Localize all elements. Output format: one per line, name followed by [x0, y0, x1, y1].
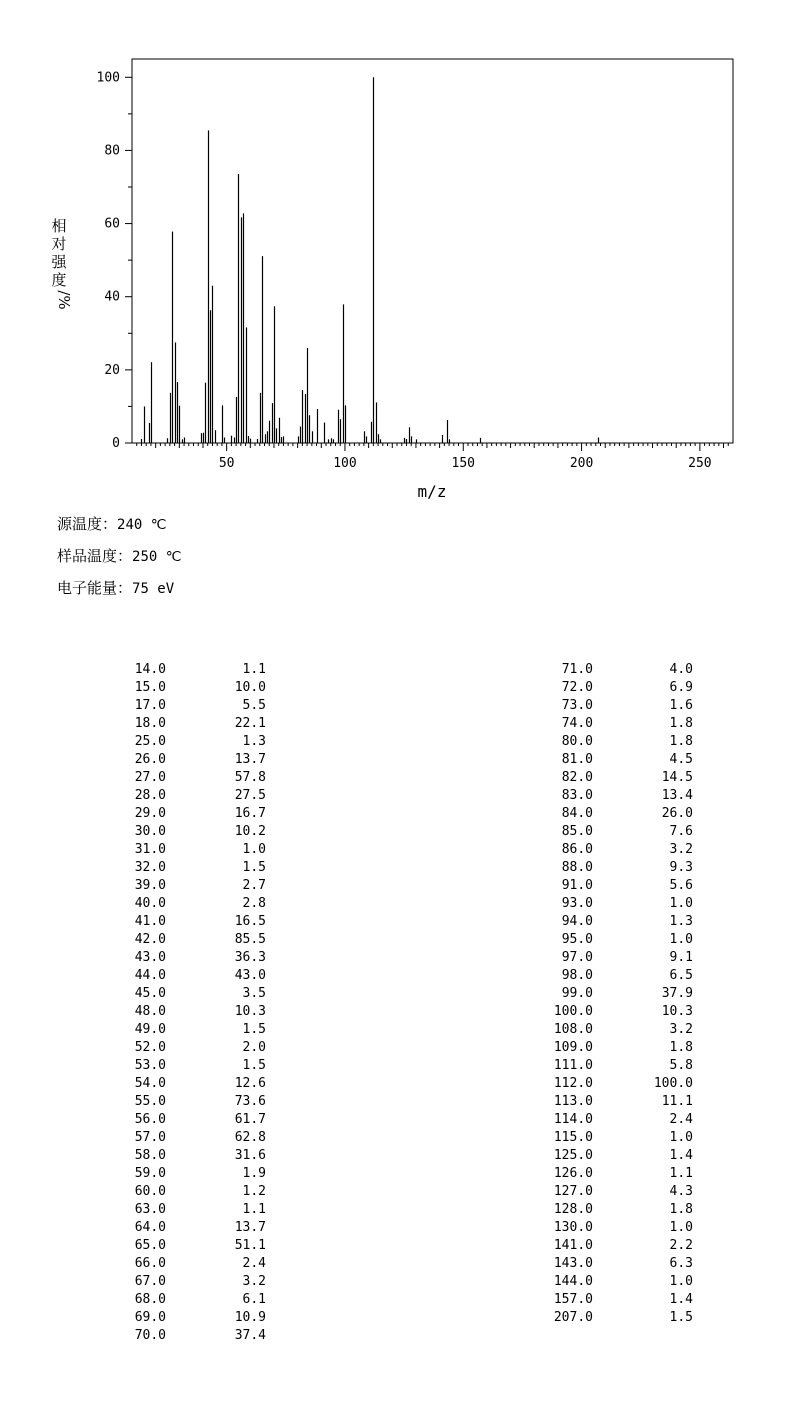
mz-value: 41.0: [134, 914, 166, 929]
mz-value: 143.0: [553, 1256, 593, 1271]
y-tick-label: 0: [112, 436, 120, 451]
mz-value: 74.0: [561, 716, 593, 731]
mz-value: 65.0: [134, 1238, 166, 1253]
table-row: [126, 1093, 266, 1111]
source-temperature: [57, 513, 166, 534]
table-row: [126, 661, 266, 679]
table-row: [553, 1165, 693, 1183]
table-row: [126, 787, 266, 805]
mz-value: 42.0: [134, 932, 166, 947]
mz-value: 71.0: [561, 662, 593, 677]
y-tick-label: 40: [104, 289, 120, 305]
mz-value: 40.0: [134, 896, 166, 911]
mz-value: 130.0: [553, 1220, 593, 1235]
mz-value: 127.0: [553, 1184, 593, 1199]
electron-energy-label: 电子能量：: [57, 579, 133, 597]
mz-value: 128.0: [553, 1202, 593, 1217]
source-temperature-value: 240 ℃: [117, 517, 167, 533]
mz-value: 63.0: [134, 1202, 166, 1217]
intensity-value: 2.4: [242, 1256, 266, 1271]
intensity-value: 1.8: [669, 1040, 693, 1055]
mz-value: 29.0: [134, 806, 166, 821]
intensity-value: 1.0: [669, 1220, 693, 1235]
table-row: [553, 949, 693, 967]
mz-value: 207.0: [553, 1310, 593, 1325]
table-row: [126, 1003, 266, 1021]
table-row: [126, 697, 266, 715]
intensity-value: 22.1: [234, 716, 266, 731]
table-row: [553, 1093, 693, 1111]
intensity-value: 2.4: [669, 1112, 693, 1127]
y-axis-label-char: 度: [51, 271, 67, 289]
table-row: [553, 733, 693, 751]
intensity-value: 61.7: [234, 1112, 266, 1127]
y-axis-label-char: 强: [51, 253, 67, 271]
table-row: [126, 1327, 266, 1345]
x-tick-label: 150: [451, 456, 476, 471]
mz-value: 54.0: [134, 1076, 166, 1091]
intensity-value: 1.3: [669, 914, 693, 929]
x-tick-label: 50: [218, 456, 235, 471]
sample-temperature-label: 样品温度：: [57, 547, 133, 565]
electron-energy: [57, 577, 174, 598]
mz-value: 28.0: [134, 788, 166, 803]
mz-value: 73.0: [561, 698, 593, 713]
x-tick-label: 250: [688, 456, 712, 471]
table-row: [553, 679, 693, 697]
intensity-value: 10.0: [234, 680, 266, 695]
table-row: [553, 751, 693, 769]
intensity-value: 43.0: [234, 968, 266, 983]
intensity-value: 5.6: [669, 878, 693, 893]
intensity-value: 2.7: [242, 878, 266, 893]
mz-value: 94.0: [561, 914, 593, 929]
intensity-value: 3.2: [669, 842, 693, 857]
intensity-value: 1.5: [242, 1058, 266, 1073]
intensity-value: 1.0: [242, 842, 266, 857]
intensity-value: 6.9: [669, 680, 693, 695]
mz-value: 108.0: [553, 1022, 593, 1037]
intensity-value: 1.0: [669, 932, 693, 947]
mz-value: 98.0: [561, 968, 593, 983]
sample-temperature: [57, 545, 181, 566]
intensity-value: 10.2: [234, 824, 266, 839]
intensity-value: 1.5: [242, 860, 266, 875]
table-row: [553, 1147, 693, 1165]
mz-value: 84.0: [561, 806, 593, 821]
mz-value: 25.0: [134, 734, 166, 749]
mz-value: 95.0: [561, 932, 593, 947]
intensity-value: 85.5: [234, 932, 266, 947]
mz-value: 57.0: [134, 1130, 166, 1145]
table-row: [126, 859, 266, 877]
intensity-value: 4.5: [669, 752, 693, 767]
mz-value: 56.0: [134, 1112, 166, 1127]
table-row: [126, 1183, 266, 1201]
intensity-value: 1.5: [669, 1310, 693, 1325]
table-row: [553, 787, 693, 805]
intensity-value: 1.0: [669, 1274, 693, 1289]
mz-value: 58.0: [134, 1148, 166, 1163]
mz-value: 66.0: [134, 1256, 166, 1271]
intensity-value: 10.9: [234, 1310, 266, 1325]
mz-value: 99.0: [561, 986, 593, 1001]
intensity-value: 1.1: [242, 662, 266, 677]
y-tick-label: 60: [104, 216, 120, 232]
mz-value: 14.0: [134, 662, 166, 677]
table-row: [126, 715, 266, 733]
table-row: [553, 967, 693, 985]
intensity-value: 4.3: [669, 1184, 693, 1199]
table-row: [126, 1147, 266, 1165]
intensity-value: 1.4: [669, 1292, 693, 1307]
intensity-value: 9.1: [669, 950, 693, 965]
x-axis: [137, 443, 729, 471]
table-row: [553, 769, 693, 787]
mz-value: 67.0: [134, 1274, 166, 1289]
mz-value: 88.0: [561, 860, 593, 875]
peak-table-right: [553, 661, 693, 1327]
intensity-value: 3.2: [669, 1022, 693, 1037]
table-row: [126, 1039, 266, 1057]
spectrum-peaks: [142, 77, 599, 443]
intensity-value: 5.8: [669, 1058, 693, 1073]
mz-value: 44.0: [134, 968, 166, 983]
mz-value: 55.0: [134, 1094, 166, 1109]
intensity-value: 73.6: [234, 1094, 266, 1109]
table-row: [126, 913, 266, 931]
table-row: [553, 1021, 693, 1039]
mz-value: 15.0: [134, 680, 166, 695]
mz-value: 81.0: [561, 752, 593, 767]
intensity-value: 3.5: [242, 986, 266, 1001]
intensity-value: 16.5: [234, 914, 266, 929]
y-axis: [97, 70, 132, 451]
table-row: [126, 967, 266, 985]
mz-value: 31.0: [134, 842, 166, 857]
intensity-value: 57.8: [234, 770, 266, 785]
intensity-value: 26.0: [661, 806, 693, 821]
intensity-value: 1.2: [242, 1184, 266, 1199]
mz-value: 109.0: [553, 1040, 593, 1055]
mz-value: 72.0: [561, 680, 593, 695]
intensity-value: 1.4: [669, 1148, 693, 1163]
table-row: [553, 931, 693, 949]
mz-value: 111.0: [553, 1058, 593, 1073]
mz-value: 70.0: [134, 1328, 166, 1343]
mz-value: 18.0: [134, 716, 166, 731]
table-row: [126, 751, 266, 769]
table-row: [553, 823, 693, 841]
table-row: [126, 1255, 266, 1273]
table-row: [126, 805, 266, 823]
mz-value: 68.0: [134, 1292, 166, 1307]
plot-frame: [132, 59, 733, 443]
intensity-value: 10.3: [661, 1004, 693, 1019]
intensity-value: 51.1: [234, 1238, 266, 1253]
mz-value: 83.0: [561, 788, 593, 803]
mz-value: 157.0: [553, 1292, 593, 1307]
intensity-value: 10.3: [234, 1004, 266, 1019]
intensity-value: 6.1: [242, 1292, 266, 1307]
intensity-value: 31.6: [234, 1148, 266, 1163]
table-row: [553, 715, 693, 733]
intensity-value: 14.5: [661, 770, 693, 785]
mz-value: 82.0: [561, 770, 593, 785]
mz-value: 39.0: [134, 878, 166, 893]
table-row: [553, 1183, 693, 1201]
intensity-value: 62.8: [234, 1130, 266, 1145]
intensity-value: 12.6: [234, 1076, 266, 1091]
y-axis-label: [51, 217, 73, 310]
x-tick-label: 100: [333, 456, 357, 471]
intensity-value: 6.3: [669, 1256, 693, 1271]
table-row: [553, 1237, 693, 1255]
mz-value: 141.0: [553, 1238, 593, 1253]
table-row: [126, 823, 266, 841]
intensity-value: 6.5: [669, 968, 693, 983]
table-row: [126, 1021, 266, 1039]
table-row: [126, 1219, 266, 1237]
table-row: [553, 661, 693, 679]
mz-value: 60.0: [134, 1184, 166, 1199]
y-axis-label-char: 对: [51, 235, 67, 253]
table-row: [553, 1003, 693, 1021]
mz-value: 144.0: [553, 1274, 593, 1289]
mz-value: 69.0: [134, 1310, 166, 1325]
mz-value: 52.0: [134, 1040, 166, 1055]
intensity-value: 13.4: [661, 788, 693, 803]
table-row: [553, 1309, 693, 1327]
intensity-value: 1.0: [669, 896, 693, 911]
intensity-value: 37.4: [234, 1328, 266, 1343]
mz-value: 43.0: [134, 950, 166, 965]
intensity-value: 1.0: [669, 1130, 693, 1145]
mz-value: 48.0: [134, 1004, 166, 1019]
table-row: [553, 1219, 693, 1237]
mz-value: 80.0: [561, 734, 593, 749]
y-tick-label: 100: [96, 70, 120, 86]
table-row: [553, 1039, 693, 1057]
intensity-value: 27.5: [234, 788, 266, 803]
mz-value: 100.0: [553, 1004, 593, 1019]
table-row: [126, 841, 266, 859]
mz-value: 114.0: [553, 1112, 593, 1127]
table-row: [553, 1057, 693, 1075]
intensity-value: 1.8: [669, 716, 693, 731]
mz-value: 45.0: [134, 986, 166, 1001]
table-row: [553, 895, 693, 913]
intensity-value: 9.3: [669, 860, 693, 875]
table-row: [126, 1165, 266, 1183]
mz-value: 59.0: [134, 1166, 166, 1181]
intensity-value: 1.1: [242, 1202, 266, 1217]
y-axis-label-unit: /%: [55, 290, 73, 310]
intensity-value: 4.0: [669, 662, 693, 677]
mz-value: 27.0: [134, 770, 166, 785]
table-row: [126, 1129, 266, 1147]
table-row: [553, 877, 693, 895]
intensity-value: 37.9: [661, 986, 693, 1001]
table-row: [126, 1309, 266, 1327]
mz-value: 53.0: [134, 1058, 166, 1073]
table-row: [553, 1201, 693, 1219]
table-row: [126, 985, 266, 1003]
mz-value: 49.0: [134, 1022, 166, 1037]
intensity-value: 3.2: [242, 1274, 266, 1289]
intensity-value: 13.7: [234, 752, 266, 767]
table-row: [553, 805, 693, 823]
mass-spectrum-chart: [0, 0, 794, 510]
table-row: [126, 1273, 266, 1291]
mz-value: 125.0: [553, 1148, 593, 1163]
table-row: [126, 733, 266, 751]
table-row: [126, 1291, 266, 1309]
intensity-value: 1.9: [242, 1166, 266, 1181]
y-axis-label-char: 相: [51, 217, 67, 235]
table-row: [553, 697, 693, 715]
table-row: [126, 931, 266, 949]
sample-temperature-value: 250 ℃: [132, 549, 182, 565]
mz-value: 91.0: [561, 878, 593, 893]
intensity-value: 1.8: [669, 734, 693, 749]
table-row: [126, 1111, 266, 1129]
source-temperature-label: 源温度：: [57, 515, 118, 533]
intensity-value: 1.6: [669, 698, 693, 713]
table-row: [126, 1237, 266, 1255]
table-row: [126, 877, 266, 895]
electron-energy-value: 75 eV: [132, 581, 175, 597]
table-row: [553, 841, 693, 859]
mz-value: 97.0: [561, 950, 593, 965]
table-row: [126, 1075, 266, 1093]
intensity-value: 1.8: [669, 1202, 693, 1217]
intensity-value: 13.7: [234, 1220, 266, 1235]
intensity-value: 2.0: [242, 1040, 266, 1055]
y-tick-label: 20: [104, 362, 120, 378]
mz-value: 86.0: [561, 842, 593, 857]
mz-value: 93.0: [561, 896, 593, 911]
table-row: [553, 1273, 693, 1291]
mz-value: 32.0: [134, 860, 166, 875]
intensity-value: 36.3: [234, 950, 266, 965]
intensity-value: 1.5: [242, 1022, 266, 1037]
table-row: [553, 1255, 693, 1273]
mz-value: 64.0: [134, 1220, 166, 1235]
peak-table-left: [126, 661, 266, 1345]
intensity-value: 11.1: [661, 1094, 693, 1109]
mz-value: 112.0: [553, 1076, 593, 1091]
table-row: [553, 985, 693, 1003]
table-row: [126, 895, 266, 913]
table-row: [126, 1201, 266, 1219]
mz-value: 115.0: [553, 1130, 593, 1145]
mz-value: 30.0: [134, 824, 166, 839]
table-row: [553, 1075, 693, 1093]
intensity-value: 2.2: [669, 1238, 693, 1253]
table-row: [553, 859, 693, 877]
table-row: [553, 913, 693, 931]
mz-value: 26.0: [134, 752, 166, 767]
intensity-value: 100.0: [653, 1076, 693, 1091]
intensity-value: 1.3: [242, 734, 266, 749]
intensity-value: 5.5: [242, 698, 266, 713]
intensity-value: 2.8: [242, 896, 266, 911]
table-row: [553, 1291, 693, 1309]
x-axis-label: m/z: [417, 482, 447, 501]
mz-value: 85.0: [561, 824, 593, 839]
table-row: [553, 1129, 693, 1147]
intensity-value: 7.6: [669, 824, 693, 839]
intensity-value: 1.1: [669, 1166, 693, 1181]
table-row: [126, 769, 266, 787]
mz-value: 126.0: [553, 1166, 593, 1181]
table-row: [553, 1111, 693, 1129]
x-tick-label: 200: [569, 456, 594, 471]
intensity-value: 16.7: [234, 806, 266, 821]
y-tick-label: 80: [104, 143, 120, 159]
table-row: [126, 679, 266, 697]
mz-value: 113.0: [553, 1094, 593, 1109]
table-row: [126, 949, 266, 967]
table-row: [126, 1057, 266, 1075]
mz-value: 17.0: [134, 698, 166, 713]
